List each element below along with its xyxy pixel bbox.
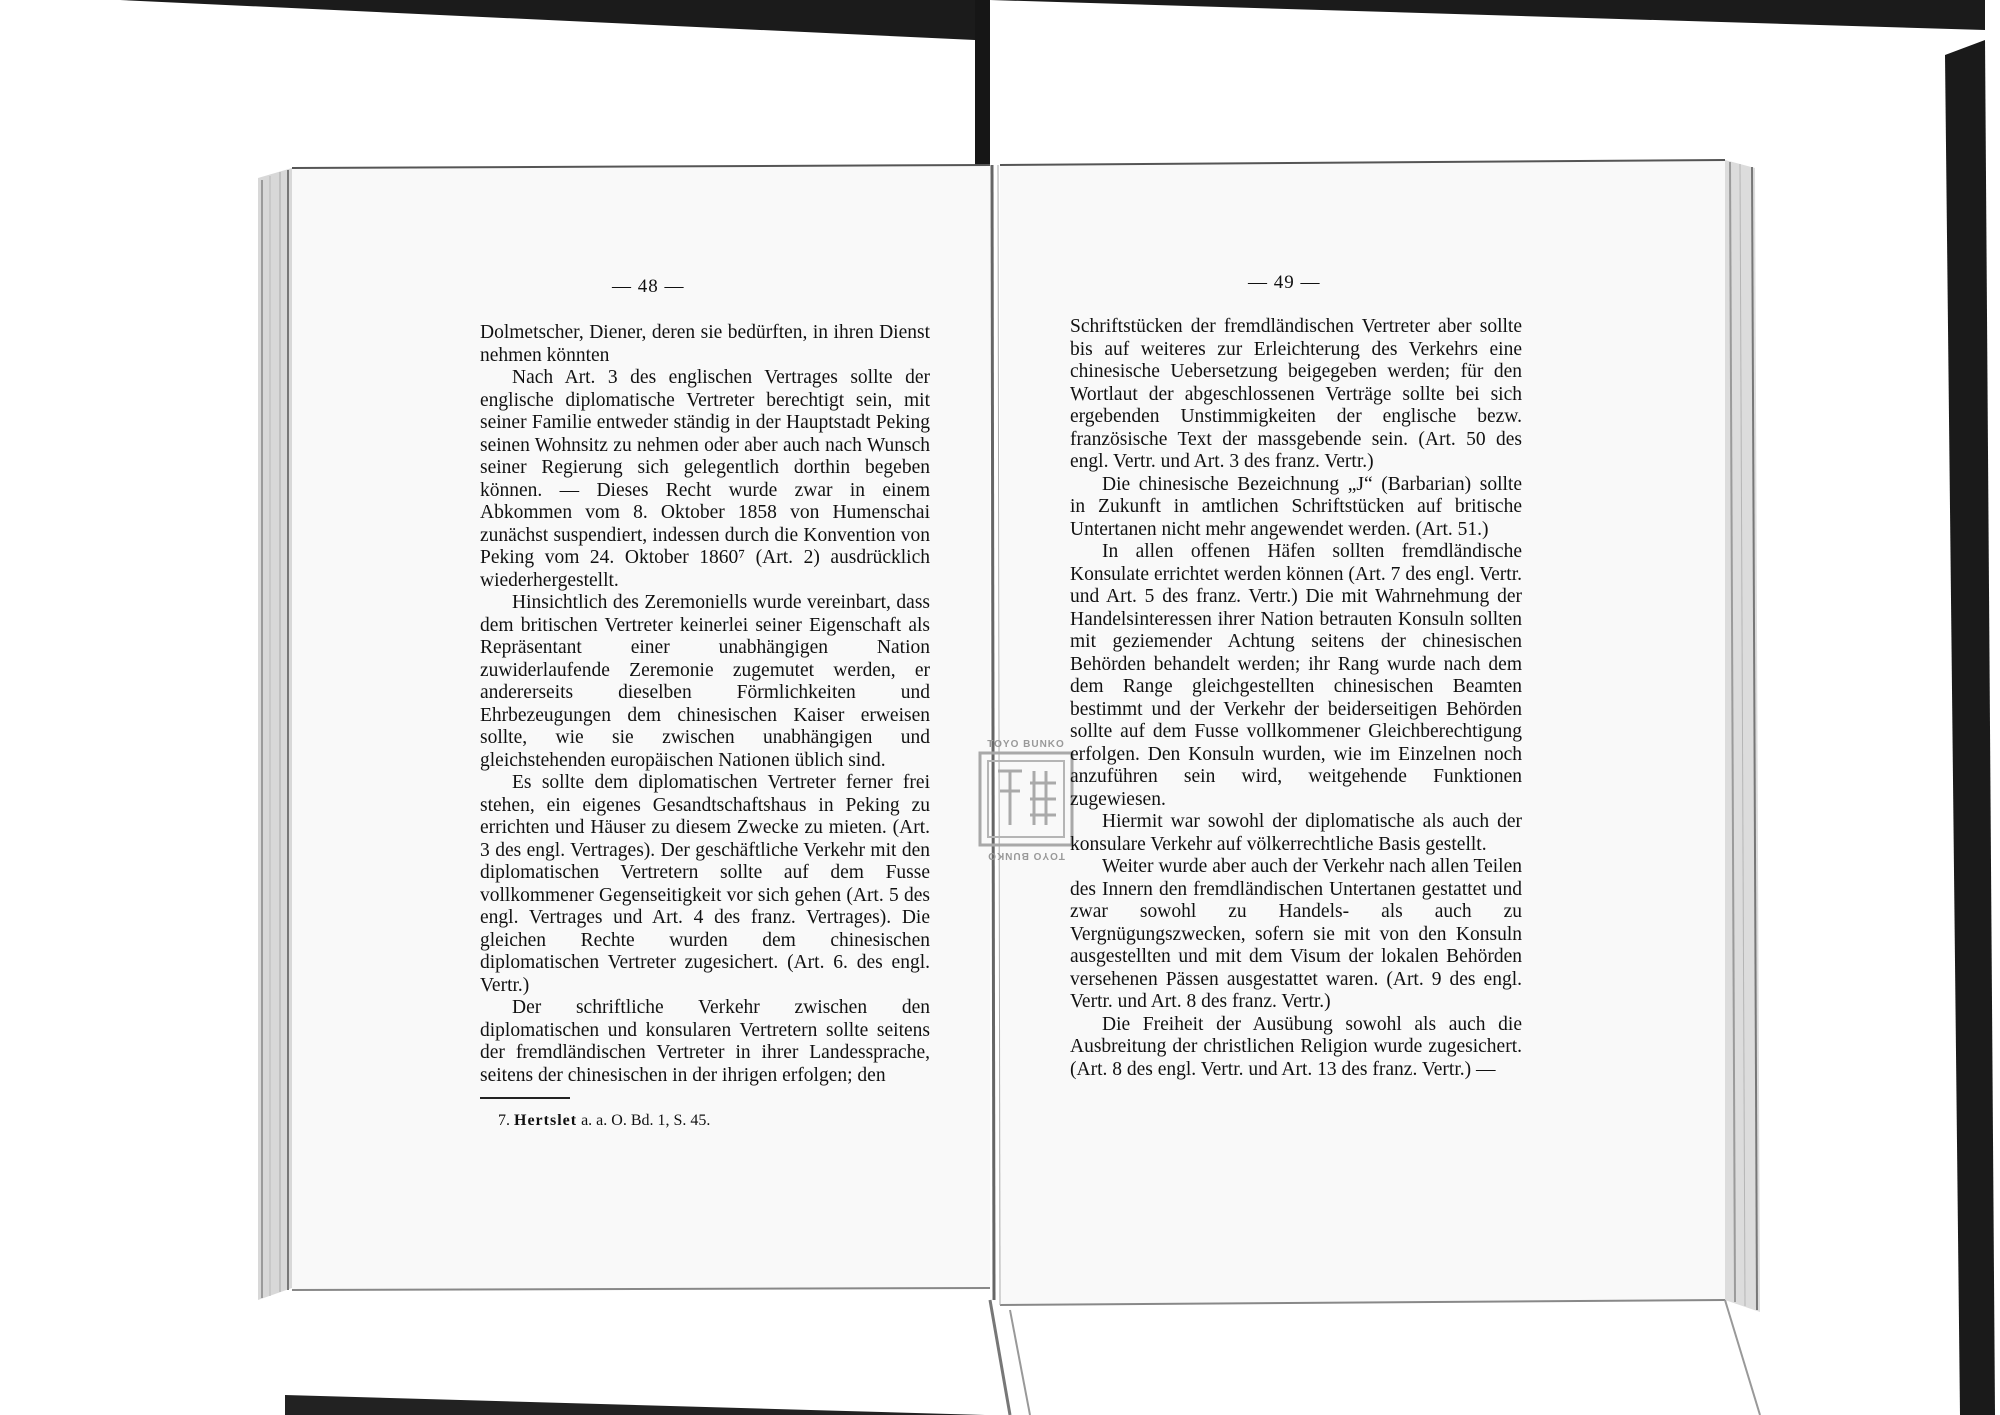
right-paragraph-5: Weiter wurde aber auch der Verkehr nach allen Teilen des Innern den fremdländischen Untertanen gestattet und zwar sowohl zu Handels- als auch zu Vergnügungszwecken, sofern sie mit von den Konsuln ausgestellten und mit dem Visum der lokalen Behörden versehenen Pässen ausgestattet waren. (Art. 9 des engl. Vertr. und Art. 8 des franz. Vertr.) [1070, 856, 1522, 1012]
right-paragraph-3: In allen offenen Häfen sollten fremdländische Konsulate errichtet werden können (Art. 7 des engl. Vertr. und Art. 5 des franz. Vertr.) Die mit Wahrnehmung der Handelsinteressen ihrer Nation betrauten Konsuln sollten mit geziemender Achtung seitens der chinesischen Behörden behandelt werden; ihr Rang wurde nach dem dem Range gleichgestellten chinesischen Beamten bestimmt und der Verkehr der beiderseitigen Behörden sollte auf dem Fusse vollkommener Gleichberechtigung erfolgen. Den Konsuln wurden, wie im Einzelnen noch anzuführen sein wird, weitgehende Funktionen zugewiesen. [1070, 541, 1522, 810]
library-stamp [978, 735, 1074, 865]
right-paragraph-2: Die chinesische Bezeichnung „J“ (Barbarian) sollte in Zukunft in amtlichen Schriftstücken auf britische Untertanen nicht mehr angewendet werden. (Art. 51.) [1070, 473, 1522, 540]
left-paragraph-2: Nach Art. 3 des englischen Vertrages sollte der englische diplomatische Vertreter berechtigt sein, mit seiner Familie entweder ständig in der Hauptstadt Peking seinen Wohnsitz zu nehmen oder aber auch nach Wunsch seiner Regierung sich gelegentlich dorthin begeben können. — Dieses Recht wurde zwar in einem Abkommen vom 8. Oktober 1858 von Humenschai zunächst suspendiert, indessen durch die Konvention von Peking vom 24. Oktober 1860⁷ (Art. 2) ausdrücklich wiederhergestellt. [480, 367, 930, 591]
stamp-top-text: TOYO BUNKO [987, 739, 1065, 750]
right-page-number: — 49 — [1248, 272, 1321, 293]
right-paragraph-1: Schriftstücken der fremdländischen Vertreter aber sollte bis auf weiteres zur Erleichterung des Verkehrs eine chinesische Uebersetzung beigegeben werden; für den Wortlaut der abgeschlossenen Verträge sollte bei sich ergebenden Unstimmigkeiten der englische bezw. französische Text der massgebende sein. (Art. 50 des engl. Vertr. und Art. 3 des franz. Vertr.) [1070, 316, 1522, 472]
left-page-body [480, 322, 930, 1087]
stamp-bottom-text: TOYO BUNKO [987, 850, 1065, 861]
left-paragraph-5: Der schriftliche Verkehr zwischen den diplomatischen und konsularen Vertretern sollte seitens der fremdländischen Vertreter in ihrer Landessprache, seitens der chinesischen in der ihrigen erfolgen; den [480, 997, 930, 1086]
left-paragraph-1: Dolmetscher, Diener, deren sie bedürften, in ihren Dienst nehmen könnten [480, 322, 930, 366]
left-paragraph-4: Es sollte dem diplomatischen Vertreter ferner frei stehen, ein eigenes Gesandtschaftshaus in Peking zu errichten und Häuser zu diesem Zwecke zu mieten. (Art. 3 des engl. Vertrages). Der geschäftliche Verkehr mit den diplomatischen Vertretern sollte auf dem Fusse vollkommener Gegenseitigkeit vor sich gehen (Art. 5 des engl. Vertrages und Art. 4 des franz. Vertrages). Die gleichen Rechte wurden dem chinesischen diplomatischen Vertreter zugesichert. (Art. 6. des engl. Vertr.) [480, 772, 930, 996]
left-paragraph-3: Hinsichtlich des Zeremoniells wurde vereinbart, dass dem britischen Vertreter keinerlei seiner Eigenschaft als Repräsentant einer unabhängigen Nation zuwiderlaufende Zeremonie zugemutet werden, er andererseits dieselben Förmlichkeiten und Ehrbezeugungen dem chinesischen Kaiser erweisen sollte, wie sie zwischen unabhängigen und gleichstehenden europäischen Nationen üblich sind. [480, 592, 930, 771]
right-paragraph-6: Die Freiheit der Ausübung sowohl als auch die Ausbreitung der christlichen Religion wurde zugesichert. (Art. 8 des engl. Vertr. und Art. 13 des franz. Vertr.) — [1070, 1013, 1522, 1080]
left-footnote [498, 1112, 710, 1130]
right-paragraph-4: Hiermit war sowohl der diplomatische als auch der konsulare Verkehr auf völkerrechtliche Basis gestellt. [1070, 811, 1522, 855]
right-page-body [1070, 316, 1522, 1081]
footnote-author: Hertslet [514, 1112, 578, 1129]
footnote-rule [480, 1097, 570, 1099]
footnote-text: a. a. O. Bd. 1, S. 45. [581, 1112, 711, 1129]
footnote-marker: 7. [498, 1112, 510, 1129]
left-page-number: — 48 — [612, 276, 685, 297]
